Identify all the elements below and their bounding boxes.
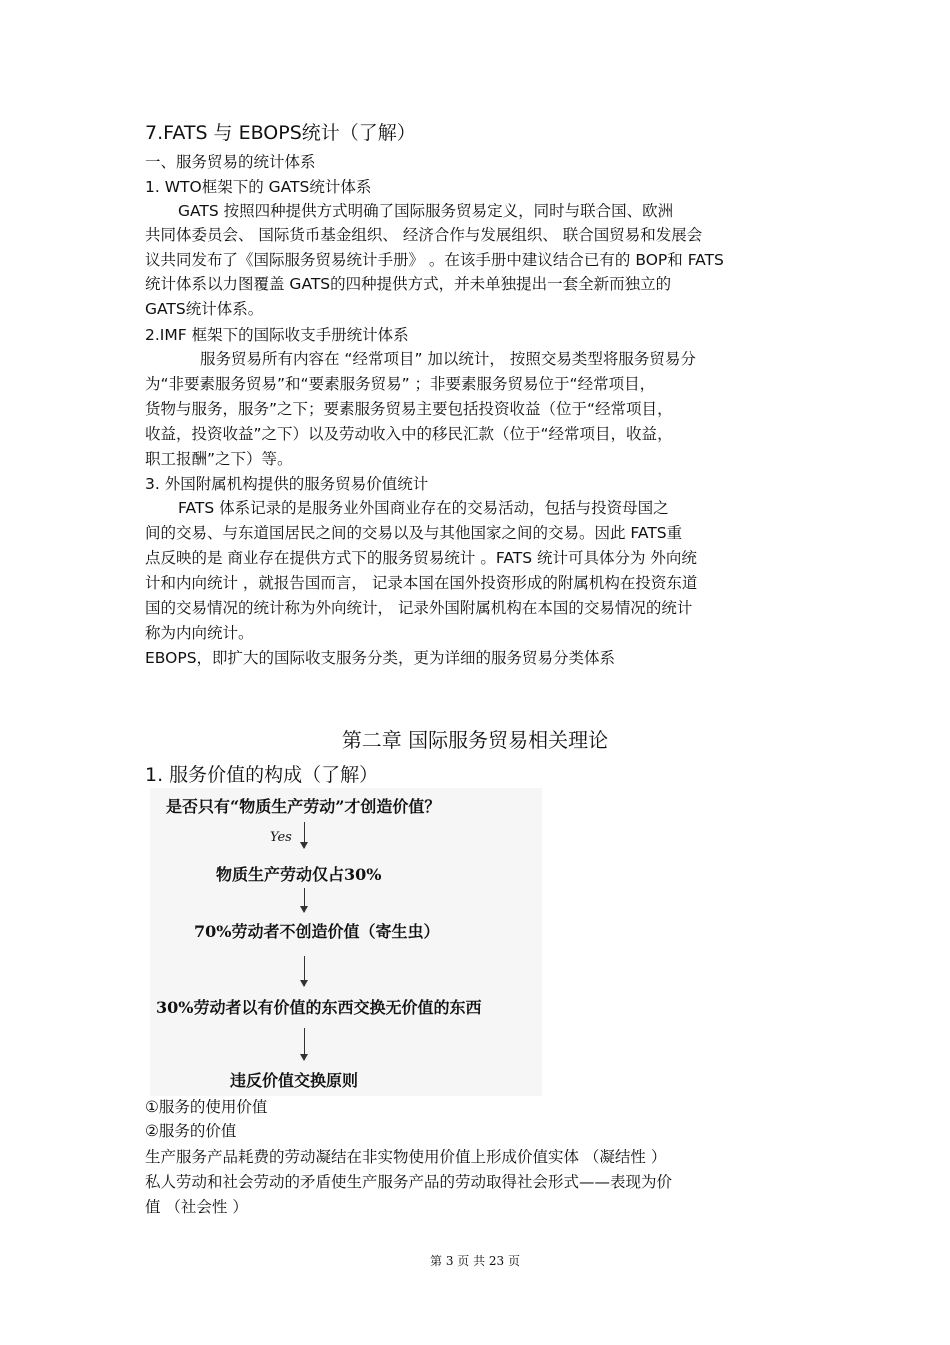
paragraph-line: 间的交易、与东道国居民之间的交易以及与其他国家之间的交易。因此 FATS重 bbox=[145, 524, 683, 542]
paragraph-line: 收益，投资收益”之下）以及劳动收入中的移民汇款（位于“经常项目，收益， bbox=[145, 425, 673, 443]
flowchart-image bbox=[150, 788, 542, 1096]
item2-title: 2.IMF 框架下的国际收支手册统计体系 bbox=[145, 326, 409, 344]
paragraph-line: 职工报酬”之下）等。 bbox=[145, 450, 293, 468]
paragraph-line: 议共同发布了《国际服务贸易统计手册》 。在该手册中建议结合已有的 BOP和 FATS bbox=[145, 251, 724, 269]
item3-title: 3. 外国附属机构提供的服务贸易价值统计 bbox=[145, 475, 429, 493]
section-title: 7.FATS 与 EBOPS统计（了解） bbox=[145, 122, 416, 144]
ebops-line: EBOPS，即扩大的国际收支服务分类，更为详细的服务贸易分类体系 bbox=[145, 649, 616, 667]
page-footer: 第 3 页 共 23 页 bbox=[430, 1254, 520, 1268]
paragraph-line: 点反映的是 商业存在提供方式下的服务贸易统计 。FATS 统计可具体分为 外向统 bbox=[145, 549, 697, 567]
paragraph-line: FATS 体系记录的是服务业外国商业存在的交易活动，包括与投资母国之 bbox=[178, 499, 669, 517]
arrow-down-icon bbox=[304, 822, 305, 848]
paragraph-line: GATS统计体系。 bbox=[145, 300, 264, 318]
paragraph-line: 称为内向统计。 bbox=[145, 624, 254, 642]
flow-step-2: 70%劳动者不创造价值（寄生虫） bbox=[194, 922, 440, 941]
subheading: 一、服务贸易的统计体系 bbox=[145, 153, 316, 171]
paragraph-line: GATS 按照四种提供方式明确了国际服务贸易定义，同时与联合国、欧洲 bbox=[178, 202, 674, 220]
flow-step-1: 物质生产劳动仅占30% bbox=[216, 865, 382, 884]
paragraph-line: 为“非要素服务贸易”和“要素服务贸易” ；非要素服务贸易位于“经常项目， bbox=[145, 375, 656, 393]
arrow-down-icon bbox=[304, 1028, 305, 1060]
flow-step-4: 违反价值交换原则 bbox=[230, 1071, 359, 1090]
paragraph-line: ①服务的使用价值 bbox=[145, 1098, 268, 1116]
section-heading: 1. 服务价值的构成（了解） bbox=[145, 764, 379, 786]
arrow-down-icon bbox=[304, 888, 305, 912]
paragraph-line: 货物与服务，服务”之下；要素服务贸易主要包括投资收益（位于“经常项目， bbox=[145, 400, 673, 418]
flow-question: 是否只有“物质生产劳动”才创造价值？ bbox=[166, 797, 441, 816]
chapter-title: 第二章 国际服务贸易相关理论 bbox=[341, 728, 609, 752]
paragraph-line: ②服务的价值 bbox=[145, 1122, 237, 1140]
paragraph-line: 计和内向统计 ，就报告国而言， 记录本国在国外投资形成的附属机构在投资东道 bbox=[145, 574, 698, 592]
paragraph-line: 共同体委员会、 国际货币基金组织、 经济合作与发展组织、 联合国贸易和发展会 bbox=[145, 226, 703, 244]
flow-step-3: 30%劳动者以有价值的东西交换无价值的东西 bbox=[156, 998, 482, 1017]
paragraph-line: 值 （社会性 ） bbox=[145, 1198, 248, 1216]
paragraph-line: 统计体系以力图覆盖 GATS的四种提供方式，并未单独提出一套全新而独立的 bbox=[145, 275, 672, 293]
arrow-down-icon bbox=[304, 956, 305, 986]
item1-title: 1. WTO框架下的 GATS统计体系 bbox=[145, 178, 372, 196]
flow-yes-label: Yes bbox=[270, 830, 292, 845]
paragraph-line: 服务贸易所有内容在 “经常项目” 加以统计， 按照交易类型将服务贸易分 bbox=[200, 350, 696, 368]
paragraph-line: 私人劳动和社会劳动的矛盾使生产服务产品的劳动取得社会形式——表现为价 bbox=[145, 1173, 673, 1191]
paragraph-line: 国的交易情况的统计称为外向统计， 记录外国附属机构在本国的交易情况的统计 bbox=[145, 599, 693, 617]
paragraph-line: 生产服务产品耗费的劳动凝结在非实物使用价值上形成价值实体 （凝结性 ） bbox=[145, 1148, 667, 1166]
